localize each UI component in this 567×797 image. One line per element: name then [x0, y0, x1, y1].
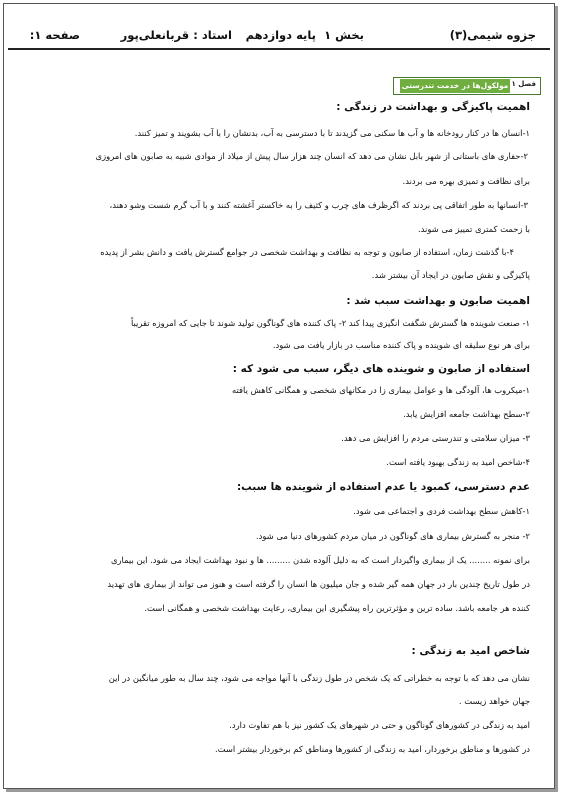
paragraph-line: برای نمونه ........ یک از بیماری واگیردار است که به دلیل آلوده شدن ......... ها و نبود بهداشت ایجاد می شود. این بیماری	[110, 555, 530, 565]
list-item: ۱-میکروب ها، آلودگی ها و عوامل بیماری زا در مکانهای شخصی و همگانی کاهش یافته	[232, 385, 530, 395]
paragraph-line: امید به زندگی در کشورهای گوناگون و حتی در شهرهای یک کشور نیز با هم تفاوت دارد.	[229, 720, 530, 730]
section-label: بخش ۱	[324, 28, 364, 42]
paragraph-line: جهان خواهد زیست .	[458, 696, 530, 706]
heading-importance: اهمیت پاکیزگی و بهداشت در زندگی :	[336, 101, 530, 113]
list-item: ۴-شاخص امید به زندگی بهبود یافته است.	[386, 457, 530, 467]
heading-life-expectancy: شاخص امید به زندگی :	[411, 645, 530, 657]
paragraph-line: ۴-با گذشت زمان، استفاده از صابون و توجه به نظافت و بهداشت شخصی در جوامع گسترش یافت و دانش بشر از پدیده	[100, 247, 514, 257]
paragraph-line: پاکیزگی و نقش صابون در ایجاد آن بیشتر شد.	[371, 270, 530, 280]
chapter-title: مولکول‌ها در خدمت تندرستی	[400, 79, 510, 93]
grade-label: پایه دوازدهم	[245, 28, 316, 42]
paragraph-line: برای هر نوع سلیقه ای شوینده و پاک کننده مناسب در بازار یافت می شود.	[272, 340, 530, 350]
paragraph-line: با زحمت کمتری تمییز می شوند.	[417, 224, 530, 234]
heading-soap-importance: اهمیت صابون و بهداشت سبب شد :	[346, 295, 530, 307]
paragraph-line: در کشورها و مناطق برخوردار، امید به زندگی از کشورها ومناطق کم برخوردار بیشتر است.	[215, 744, 530, 754]
paragraph-line: ۱-انسان ها در کنار رودخانه ها و آب ها سکنی می گزیدند تا با دسترسی به آب، بدنشان را با آب بشویند و تمیز کنند.	[134, 128, 530, 138]
page-frame	[3, 3, 555, 789]
list-item: ۲- منجر به گسترش بیماری های گوناگون در میان مردم کشورهای دنیا می شود.	[255, 531, 530, 541]
paragraph-line: در طول تاریخ چندین بار در جهان همه گیر شده و جان میلیون ها انسان را گرفته است و هنوز می تواند از بیماری های تهدید	[107, 579, 530, 589]
list-item: ۲-سطح بهداشت جامعه افزایش یابد.	[403, 409, 530, 419]
page-number: صفحه ۱:	[29, 28, 80, 42]
paragraph-line: برای نظافت و تمیزی بهره می بردند.	[402, 176, 530, 186]
list-item: ۳- میزان سلامتی و تندرستی مردم را افزایش می دهد.	[341, 433, 530, 443]
chapter-label: فصل ۱	[511, 80, 536, 88]
paragraph-line: کننده هر جامعه باشد. ساده ترین و مؤثرترین راه پیشگیری این بیماری، رعایت بهداشت شخصی و همگانی است.	[144, 603, 530, 613]
page-header	[8, 10, 550, 50]
list-item: ۱-کاهش سطح بهداشت فردی و اجتماعی می شود.	[353, 506, 530, 516]
paragraph-line: ۳-انسانها به طور اتفاقی پی بردند که اگرظرف های چرب و کثیف را به خاکستر آغشته کنند و با آب گرم شست وشو دهند،	[109, 200, 528, 210]
paragraph-line: ۱- صنعت شوینده ها گسترش شگفت انگیزی پیدا کند ۲- پاک کننده های گوناگون تولید شوند تا جایی که امروزه تقریباً	[130, 318, 530, 328]
teacher-label: استاد : قربانعلی‌پور	[120, 28, 232, 42]
chapter-badge	[393, 77, 541, 95]
paragraph-line: ۲-حفاری های باستانی از شهر بابل نشان می دهد که انسان چند هزار سال پیش از میلاد از موادی شبیه به صابون های امروزی	[95, 151, 528, 161]
booklet-title: جزوه شیمی(۳)	[449, 28, 536, 42]
heading-usage: استفاده از صابون و شوینده های دیگر، سبب می شود که :	[232, 363, 530, 375]
paragraph-line: نشان می دهد که با توجه به خطراتی که یک شخص در طول زندگی با آنها مواجه می شود، چند سال به طور میانگین در این	[108, 673, 530, 683]
heading-lack: عدم دسترسی، کمبود یا عدم استفاده از شوینده ها سبب:	[236, 481, 530, 493]
